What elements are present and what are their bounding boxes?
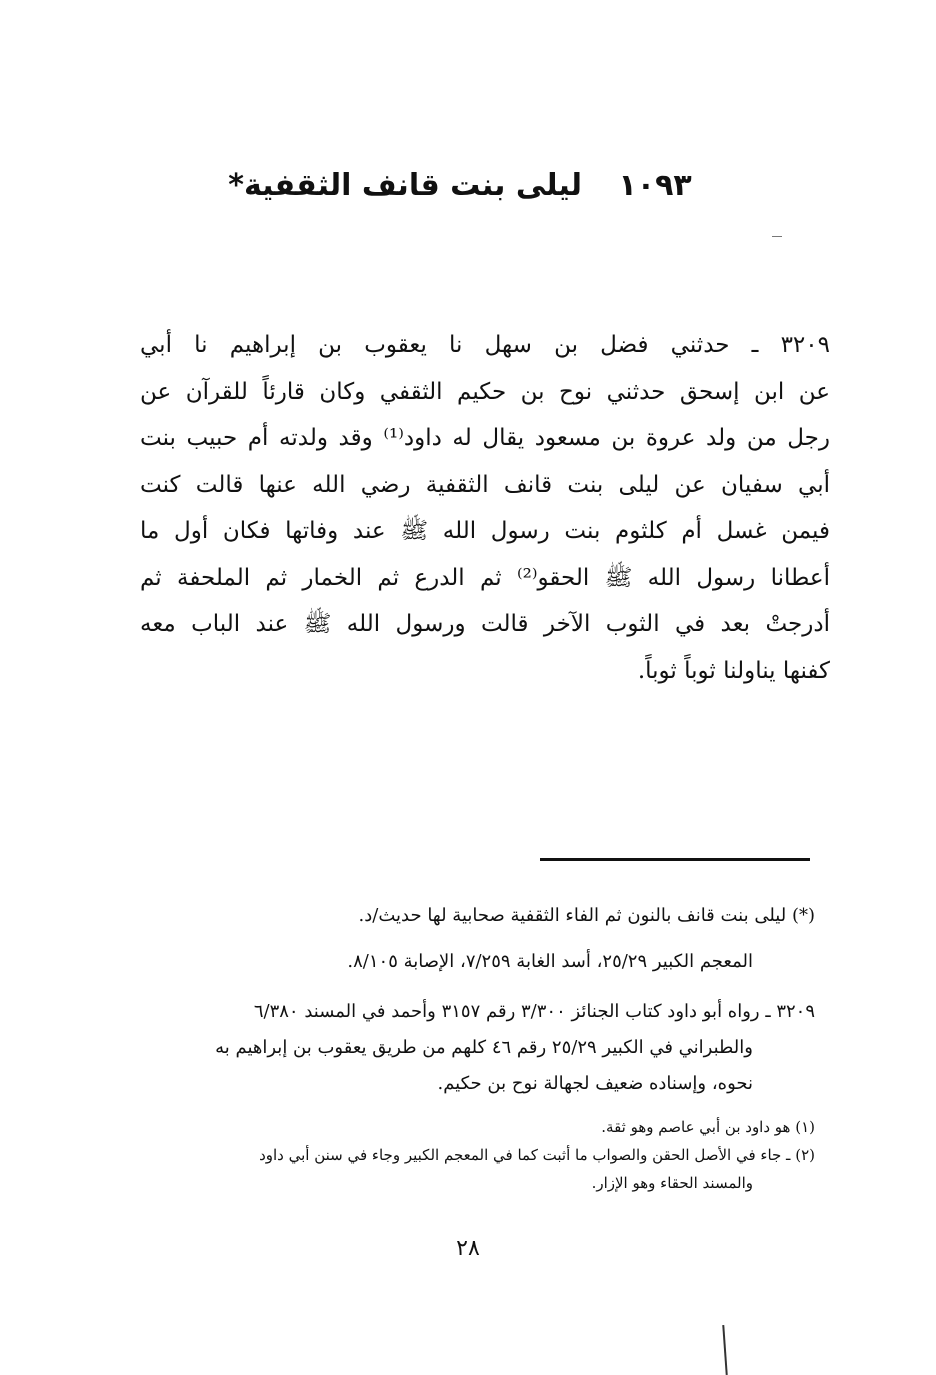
- footnote-takhrij-line: نحوه، وإسناده ضعيف لجهالة نوح بن حكيم.: [437, 1073, 753, 1094]
- entry-heading: [200, 168, 720, 203]
- footnote-takhrij-line: والطبراني في الكبير ٢٥/٢٩ رقم ٤٦ كلهم من طريق يعقوب بن إبراهيم به: [215, 1037, 753, 1058]
- footnote-takhrij: [140, 994, 815, 1102]
- scan-mark: [722, 1325, 727, 1375]
- entry-number: ١٠٩٣: [618, 168, 692, 203]
- hadith-text: [140, 322, 830, 694]
- hadith-line: ٣٢٠٩ ـ حدثني فضل بن سهل نا يعقوب بن إبراهيم نا أبي: [140, 332, 830, 358]
- hadith-line: أبي سفيان عن ليلى بنت قانف الثقفية رضي الله عنها قالت كنت: [140, 471, 830, 498]
- hadith-line: عن ابن إسحق حدثني نوح بن حكيم الثقفي وكان قارئاً للقرآن عن: [140, 378, 830, 405]
- hadith-line: أعطانا رسول الله ﷺ الحقو⁽²⁾ ثم الدرع ثم الخمار ثم الملحفة ثم: [140, 564, 830, 591]
- footnote-biography-refs: المعجم الكبير ٢٥/٢٩، أسد الغابة ٧/٢٥٩، الإصابة ٨/١٠٥.: [347, 951, 753, 972]
- hadith-line: فيمن غسل أم كلثوم بنت رسول الله ﷺ عند وفاتها فكان أول ما: [140, 518, 830, 544]
- footnote-biography-line: (*) ليلى بنت قانف بالنون ثم الفاء الثقفية صحابية لها حديث/د.: [358, 905, 815, 926]
- page-number: ٢٨: [456, 1236, 480, 1261]
- footnote-biography: [140, 896, 815, 988]
- hadith-line: أدرجتْ بعد في الثوب الآخر قالت ورسول الله ﷺ عند الباب معه: [140, 611, 830, 637]
- hadith-line: رجل من ولد عروة بن مسعود يقال له داود⁽¹⁾ وقد ولدته أم حبيب بنت: [140, 425, 830, 451]
- footnote-notes: [140, 1113, 815, 1197]
- footnote-note-2-cont: والمسند الحقاء وهو الإزار.: [591, 1174, 753, 1192]
- footnote-divider: [540, 858, 810, 861]
- hadith-line-last: كفنها يناولنا ثوباً ثوباً.: [637, 657, 830, 684]
- footnote-takhrij-line: ٣٢٠٩ ـ رواه أبو داود كتاب الجنائز ٣/٣٠٠ رقم ٣١٥٧ وأحمد في المسند ٦/٣٨٠: [253, 1001, 815, 1022]
- entry-title: ليلى بنت قانف الثقفية*: [228, 168, 582, 203]
- footnote-note-2: (٢) ـ جاء في الأصل الحقن والصواب ما أثبت كما في المعجم الكبير وجاء في سنن أبي داود: [259, 1146, 815, 1164]
- scan-speck: [772, 236, 782, 237]
- footnote-note-1: (١) هو داود بن أبي عاصم وهو ثقة.: [601, 1118, 815, 1136]
